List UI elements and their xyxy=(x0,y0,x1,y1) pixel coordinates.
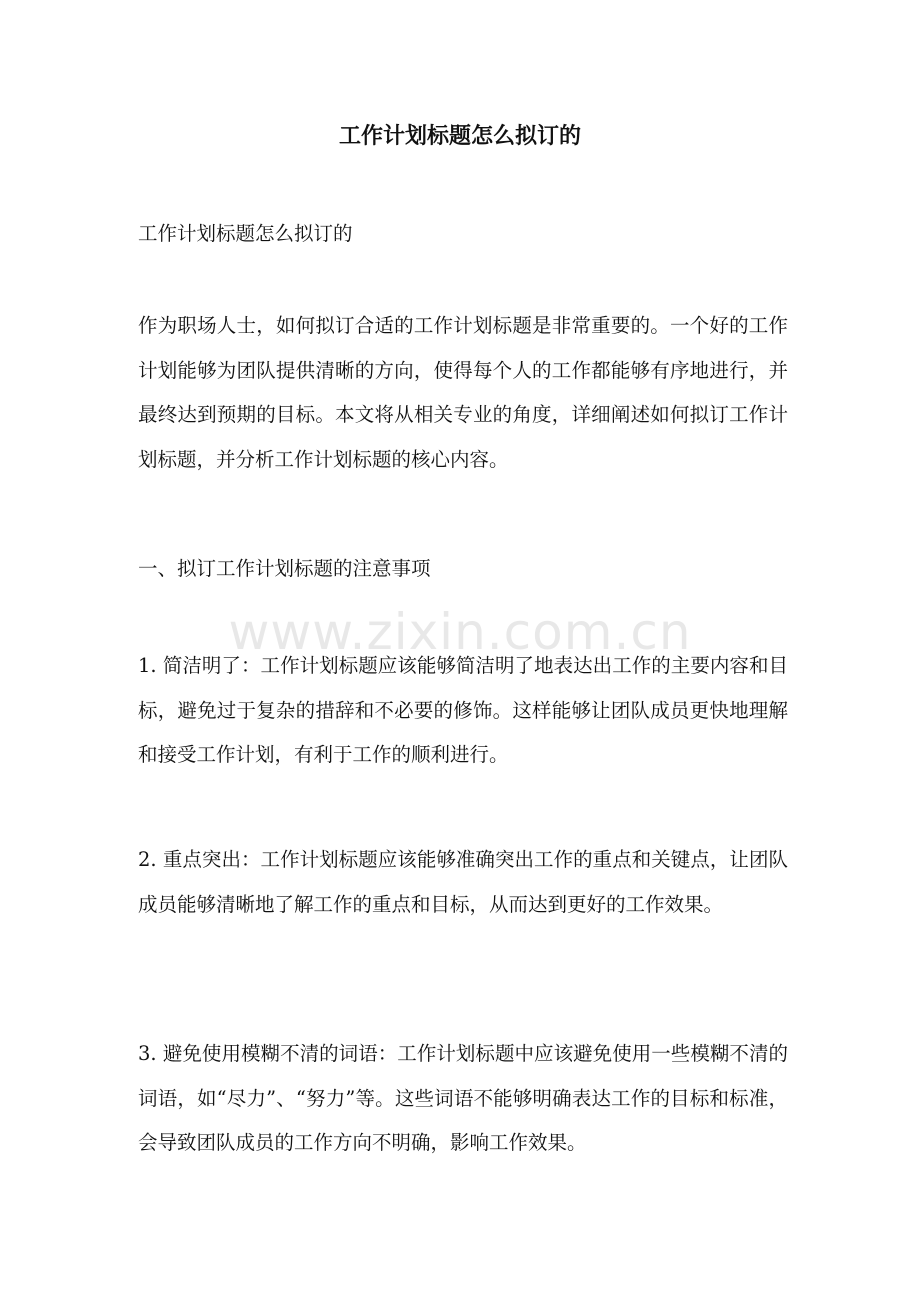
watermark: www.zixin.com.cn xyxy=(228,603,692,661)
list-item: 1. 简洁明了：工作计划标题应该能够简洁明了地表达出工作的主要内容和目标，避免过于复杂的措辞和不必要的修饰。这样能够让团队成员更快地理解和接受工作计划，有利于工作的顺利进行。 xyxy=(138,654,788,766)
list-item: 2. 重点突出：工作计划标题应该能够准确突出工作的重点和关键点，让团队成员能够清晰地了解工作的重点和目标，从而达到更好的工作效果。 xyxy=(138,848,788,916)
document-title: 工作计划标题怎么拟订的 xyxy=(338,123,581,149)
section-heading: 一、拟订工作计划标题的注意事项 xyxy=(138,557,431,580)
document-subtitle: 工作计划标题怎么拟订的 xyxy=(138,222,353,245)
intro-paragraph: 作为职场人士，如何拟订合适的工作计划标题是非常重要的。一个好的工作计划能够为团队提供清晰的方向，使得每个人的工作都能够有序地进行，并最终达到预期的目标。本文将从相关专业的角度，详细阐述如何拟订工作计划标题，并分析工作计划标题的核心内容。 xyxy=(138,314,788,471)
list-item: 3. 避免使用模糊不清的词语：工作计划标题中应该避免使用一些模糊不清的词语，如“尽力”、“努力”等。这些词语不能够明确表达工作的目标和标准，会导致团队成员的工作方向不明确，影响工作效果。 xyxy=(138,1042,788,1154)
